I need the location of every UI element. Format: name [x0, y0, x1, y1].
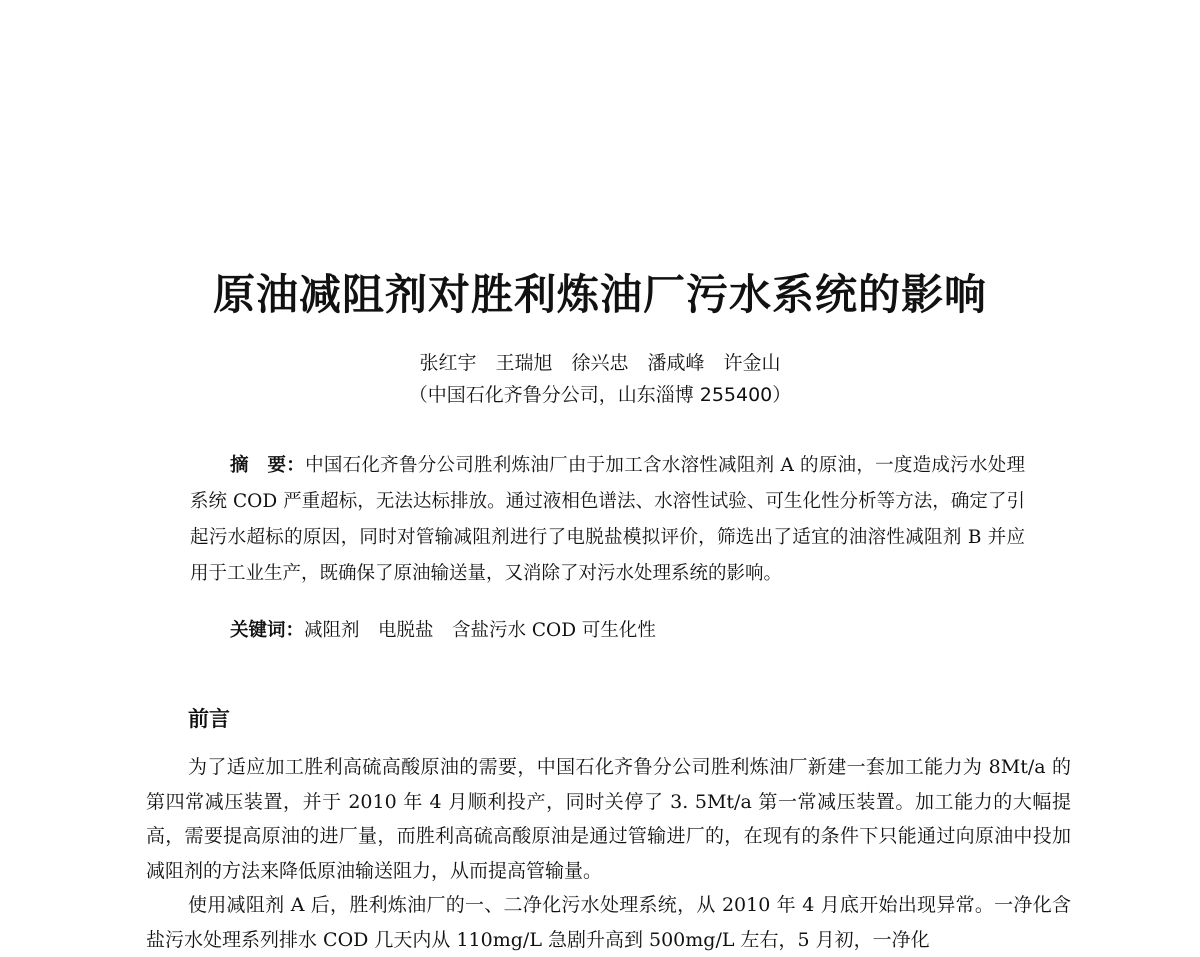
keywords-text: 减阻剂 电脱盐 含盐污水 COD 可生化性: [304, 620, 656, 641]
abstract-label: 摘 要：: [230, 455, 306, 476]
body-paragraph-2: 使用减阻剂 A 后，胜利炼油厂的一、二净化污水处理系统，从 2010 年 4 月底开始出现异常。一净化含盐污水处理系列排水 COD 几天内从 110mg/L 急剧升高到 500mg/L 左右，5 月初，一净化: [146, 894, 1071, 951]
body-text: [146, 750, 1071, 957]
abstract: [190, 448, 1025, 592]
paper-title: 原油减阻剂对胜利炼油厂污水系统的影响: [212, 270, 987, 319]
abstract-text: 中国石化齐鲁分公司胜利炼油厂由于加工含水溶性减阻剂 A 的原油，一度造成污水处理系统 COD 严重超标，无法达标排放。通过液相色谱法、水溶性试验、可生化性分析等方法，确定了引起污水超标的原因，同时对管输减阻剂进行了电脱盐模拟评价，筛选出了适宜的油溶性减阻剂 B 并应用于工业生产，既确保了原油输送量，又消除了对污水处理系统的影响。: [190, 455, 1025, 584]
keywords-label: 关键词：: [230, 620, 305, 641]
keywords: [230, 616, 1030, 642]
author-list: 张红宇 王瑞旭 徐兴忠 潘咸峰 许金山: [419, 352, 781, 374]
affiliation: （中国石化齐鲁分公司，山东淄博 255400）: [408, 384, 792, 406]
body-paragraph-1: 为了适应加工胜利高硫高酸原油的需要，中国石化齐鲁分公司胜利炼油厂新建一套加工能力为 8Mt/a 的第四常减压装置，并于 2010 年 4 月顺利投产，同时关停了 3. 5Mt/a 第一常减压装置。加工能力的大幅提高，需要提高原油的进厂量，而胜利高硫高酸原油是通过管输进厂的，在现有的条件下只能通过向原油中投加减阻剂的方法来降低原油输送阻力，从而提高管输量。: [146, 756, 1071, 882]
section-heading: 前言: [188, 707, 230, 731]
